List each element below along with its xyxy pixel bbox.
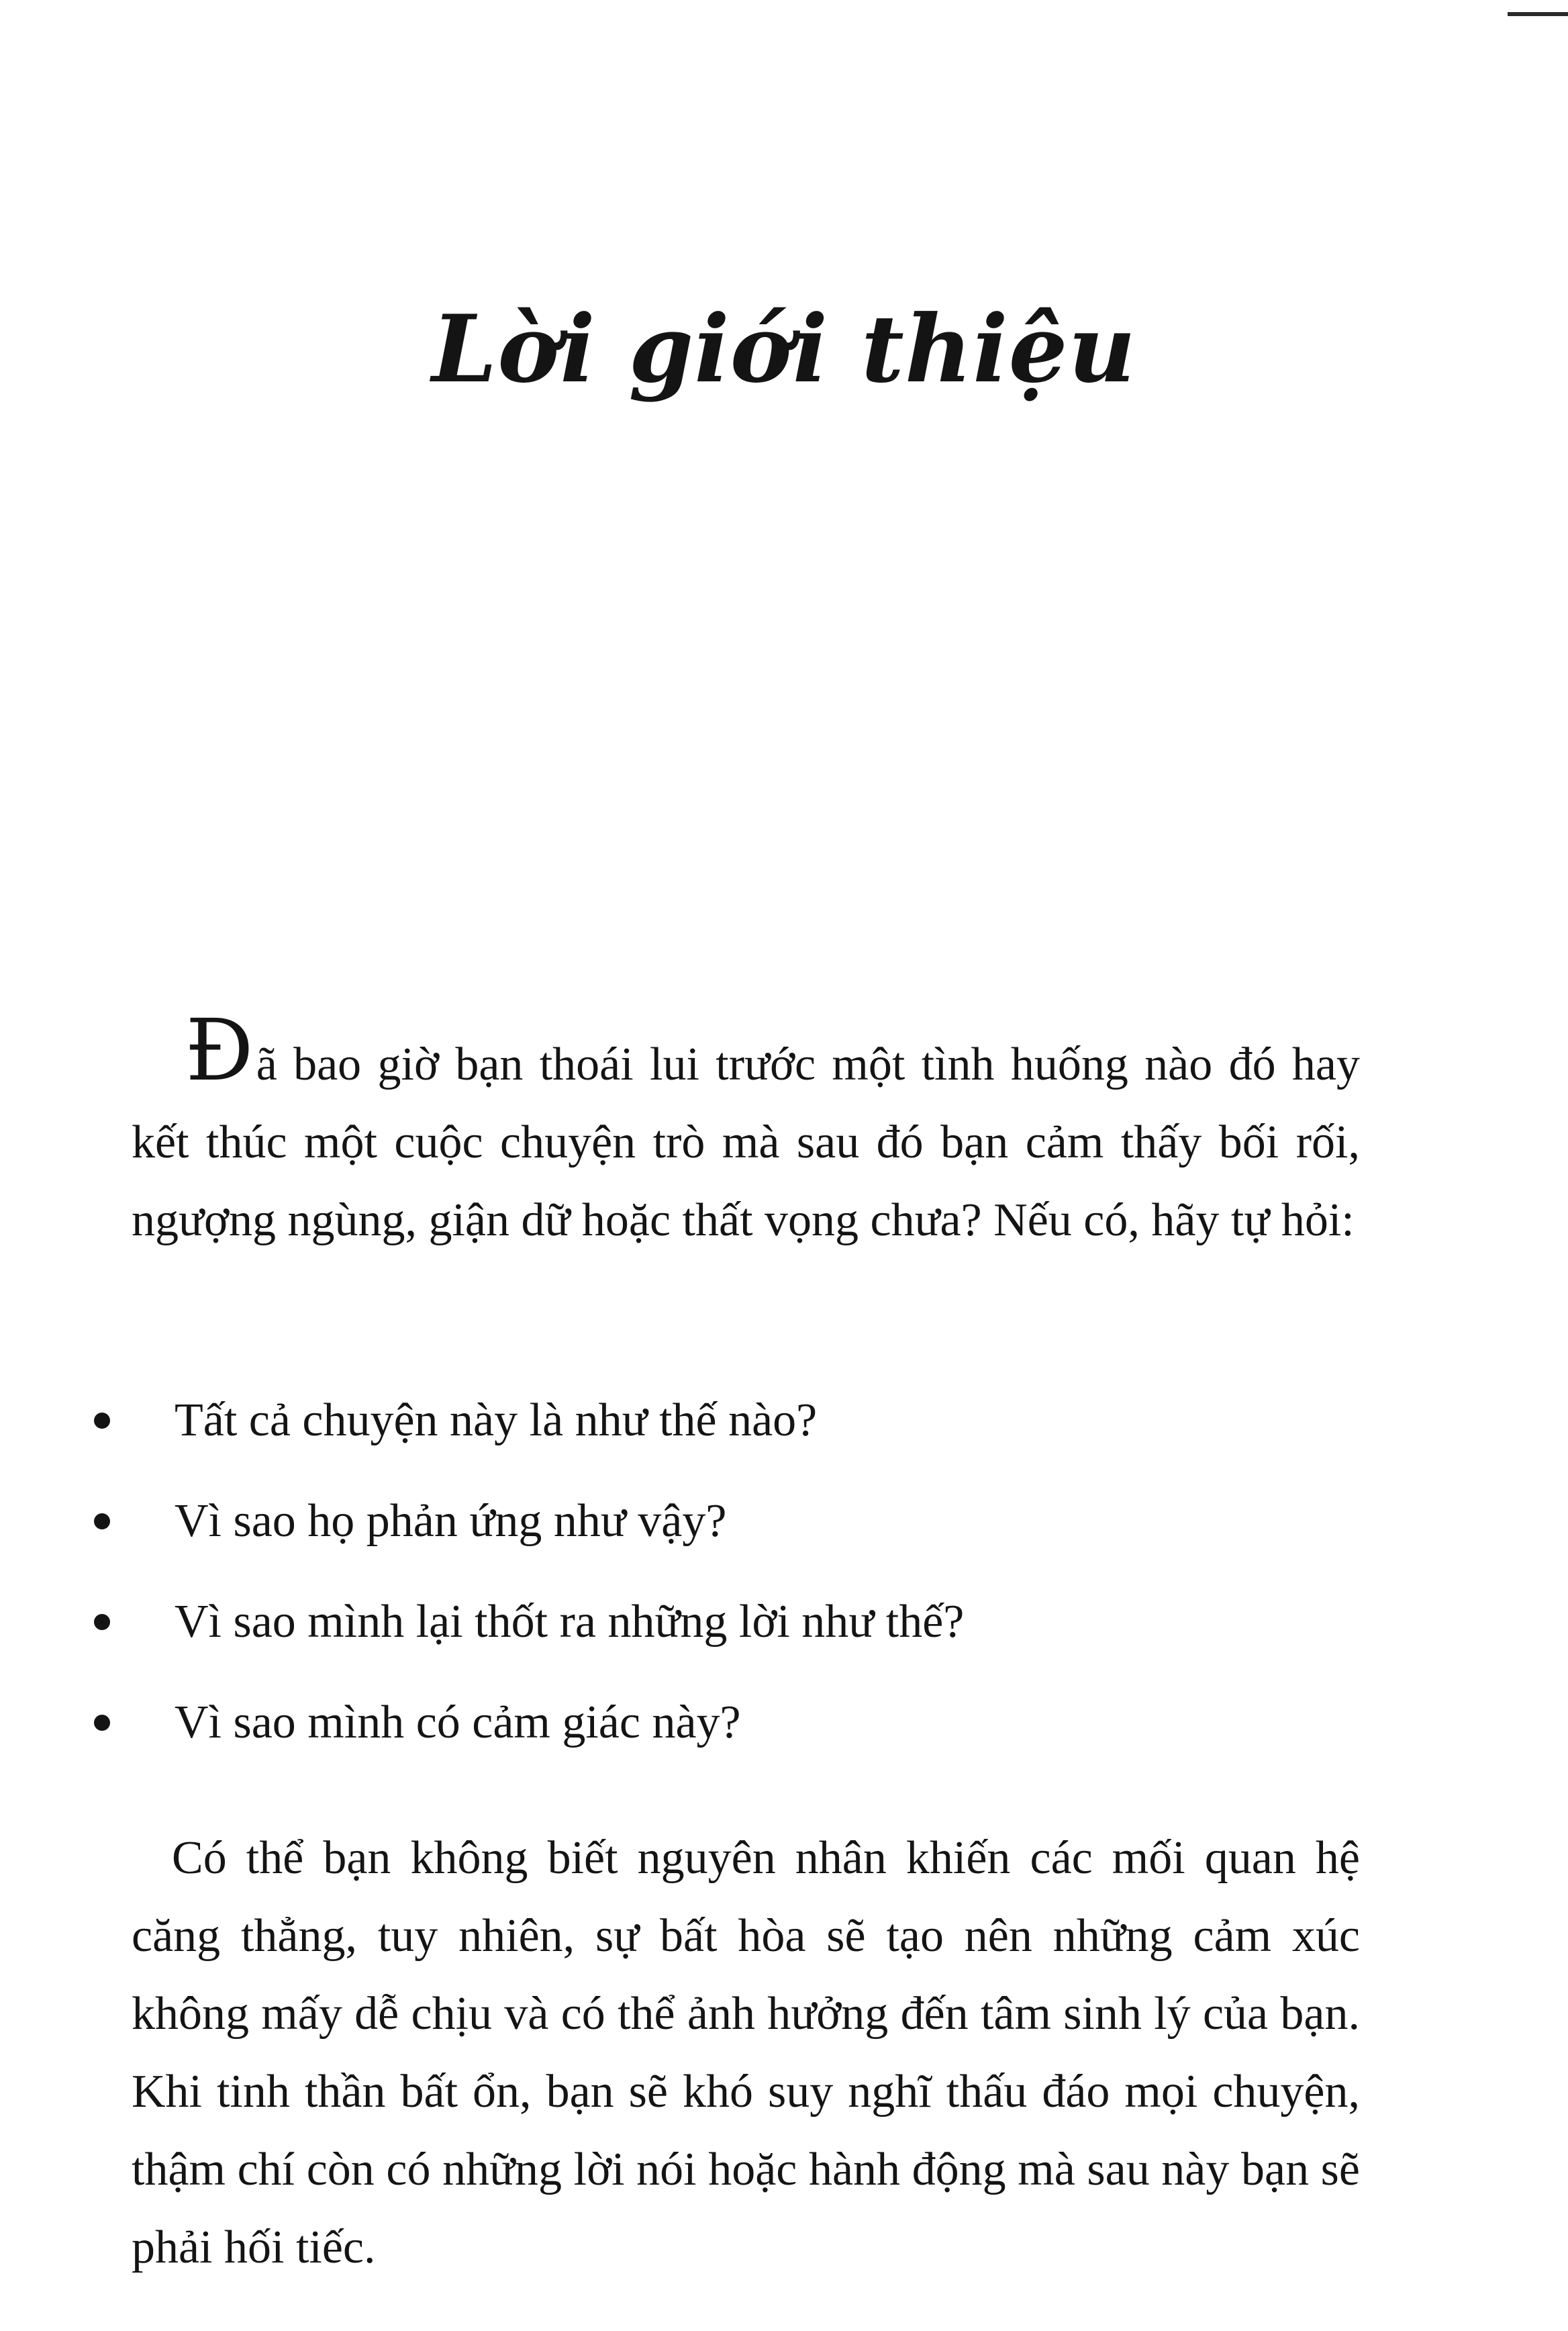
list-item-text: Tất cả chuyện này là như thế nào? [175,1394,818,1446]
list-item-text: Vì sao mình có cảm giác này? [175,1697,741,1748]
list-item [87,1684,1363,1785]
page-title: Lời giới thiệu [432,294,1136,403]
list-item [87,1482,1363,1583]
list-item-text: Vì sao mình lại thốt ra những lời như thế? [175,1596,965,1648]
intro-paragraph [132,1001,1360,1259]
drop-cap: Đ [185,1001,256,1100]
bullet-icon [94,1715,110,1731]
closing-paragraph: Có thể bạn không biết nguyên nhân khiến các mối quan hệ căng thẳng, tuy nhiên, sự bất hòa sẽ tạo nên những cảm xúc không mấy dễ chịu và có thể ảnh hưởng đến tâm sinh lý của bạn. Khi tinh thần bất ổn, bạn sẽ khó suy nghĩ thấu đáo mọi chuyện, thậm chí còn có những lời nói hoặc hành động mà sau này bạn sẽ phải hối tiếc. [132,1832,1360,2273]
question-list [87,1382,1363,1785]
intro-paragraph-text: ã bao giờ bạn thoái lui trước một tình huống nào đó hay kết thúc một cuộc chuyện trò mà sau đó bạn cảm thấy bối rối, ngượng ngùng, giận dữ hoặc thất vọng chưa? Nếu có, hãy tự hỏi: [132,1039,1360,1246]
list-item [87,1583,1363,1684]
list-item [87,1382,1363,1482]
list-item-text: Vì sao họ phản ứng như vậy? [175,1495,727,1547]
bullet-icon [94,1413,110,1429]
bullet-icon [94,1614,110,1630]
bullet-icon [94,1513,110,1529]
page-edge-mark [1508,12,1568,16]
